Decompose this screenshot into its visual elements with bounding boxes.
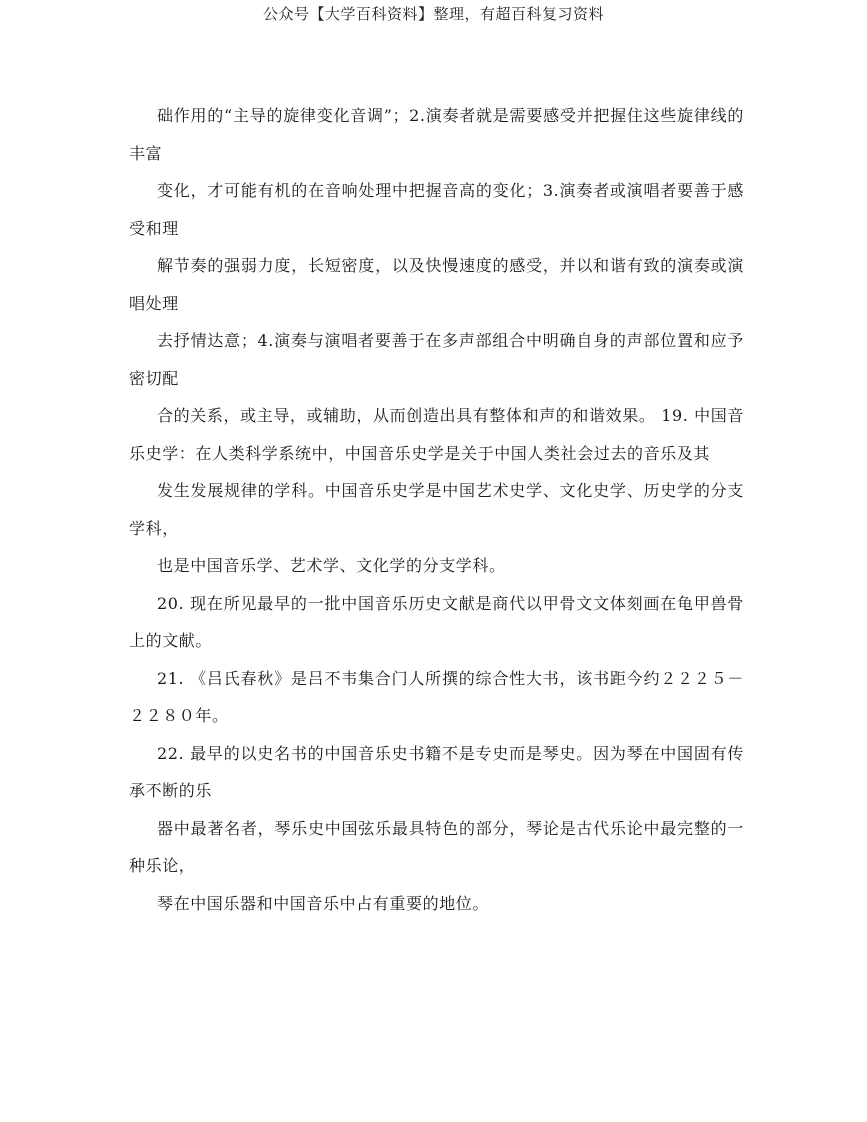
page-header: 公众号【大学百科资料】整理，有超百科复习资料 — [262, 5, 604, 23]
paragraph-1: 础作用的“主导的旋律变化音调”；2.演奏者就是需要感受并把握住这些旋律线的丰富 — [129, 106, 744, 163]
paragraph-6: 发生发展规律的学科。中国音乐史学是中国艺术史学、文化史学、历史学的分支学科， — [129, 481, 744, 538]
paragraph-10: 22. 最早的以史名书的中国音乐史书籍不是专史而是琴史。因为琴在中国固有传承不断的乐 — [129, 743, 744, 800]
paragraph-7: 也是中国音乐学、艺术学、文化学的分支学科。 — [157, 556, 506, 575]
paragraph-8: 20. 现在所见最早的一批中国音乐历史文献是商代以甲骨文文体刻画在龟甲兽骨上的文献。 — [129, 593, 744, 650]
paragraph-3: 解节奏的强弱力度，长短密度，以及快慢速度的感受，并以和谐有致的演奏或演唱处理 — [129, 256, 744, 313]
paragraph-2: 变化，才可能有机的在音响处理中把握音高的变化；3.演奏者或演唱者要善于感受和理 — [129, 181, 744, 238]
paragraph-4: 去抒情达意；4.演奏与演唱者要善于在多声部组合中明确自身的声部位置和应予密切配 — [129, 331, 744, 388]
document-body — [129, 97, 744, 922]
paragraph-5: 合的关系，或主导，或辅助，从而创造出具有整体和声的和谐效果。 19. 中国音乐史学：在人类科学系统中，中国音乐史学是关于中国人类社会过去的音乐及其 — [129, 406, 744, 463]
paragraph-9: 21. 《吕氏春秋》是吕不韦集合门人所撰的综合性大书，该书距今约２２２５－２２８０年。 — [129, 668, 744, 725]
paragraph-12: 琴在中国乐器和中国音乐中占有重要的地位。 — [157, 893, 490, 913]
paragraph-11: 器中最著名者，琴乐史中国弦乐最具特色的部分，琴论是古代乐论中最完整的一种乐论， — [129, 818, 744, 875]
